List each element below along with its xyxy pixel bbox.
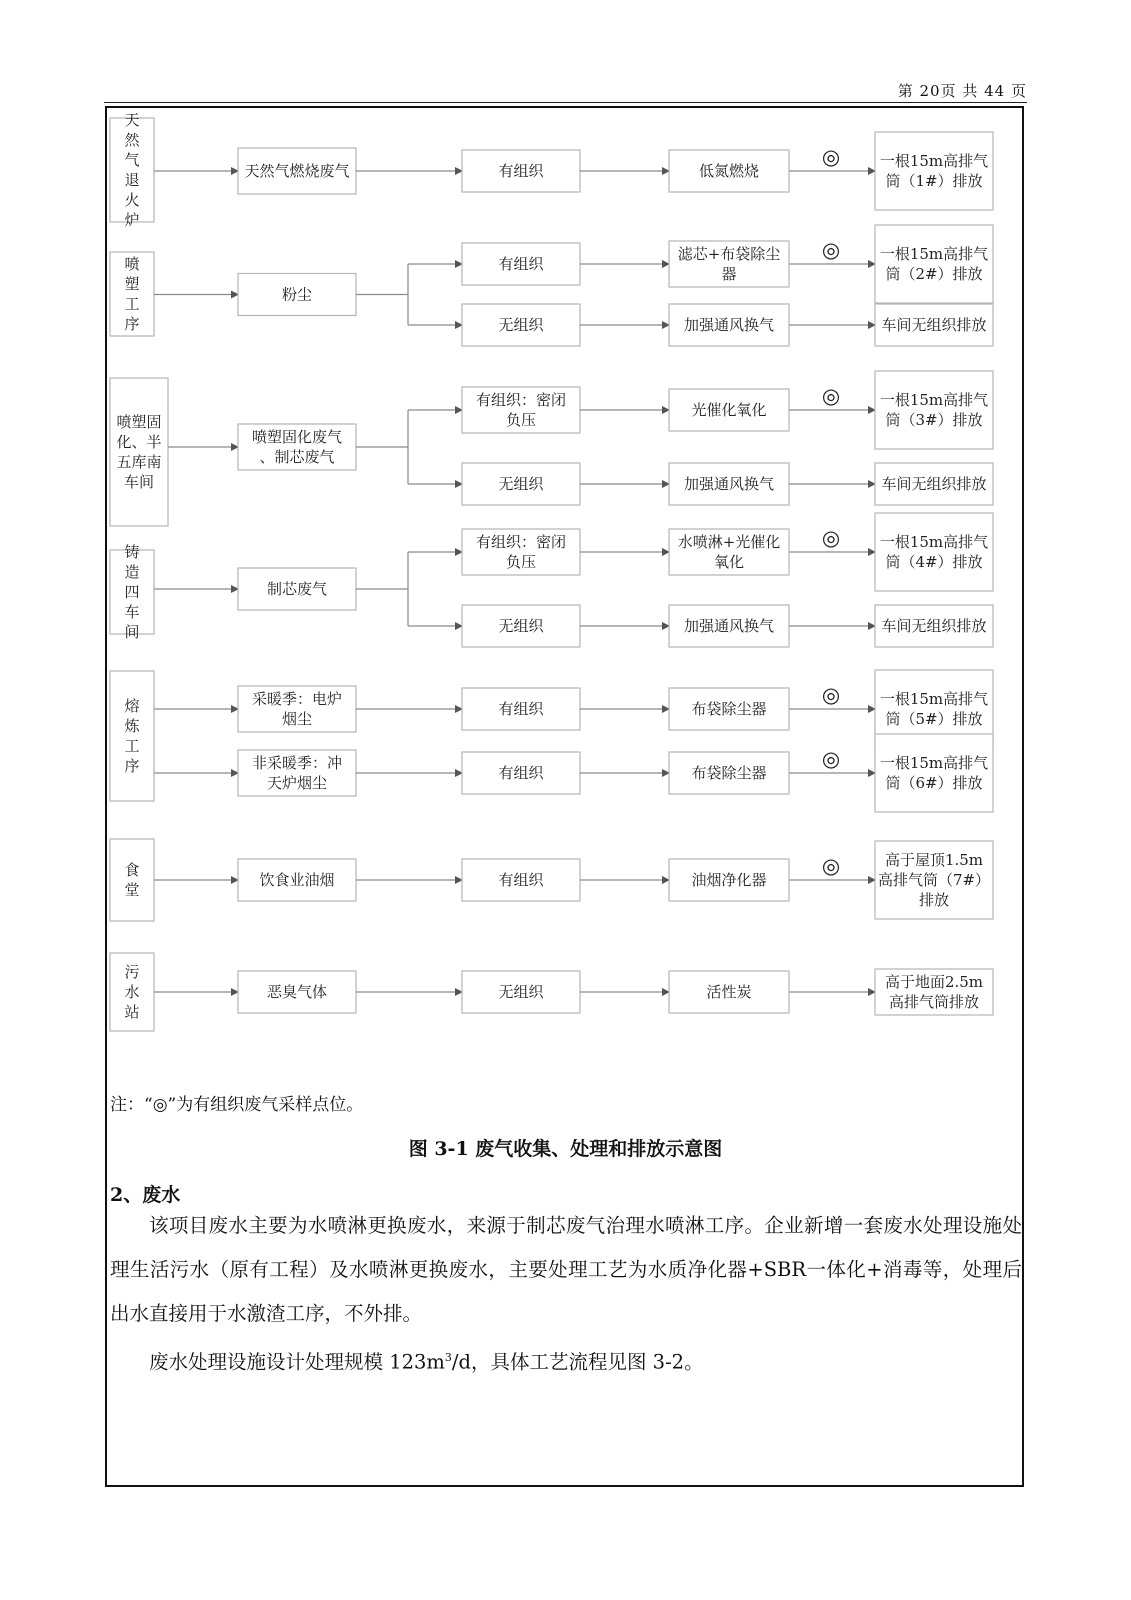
treatment-label: 油烟净化器: [691, 871, 767, 889]
discharge-label: 车间无组织排放: [881, 617, 987, 635]
treatment-label: 布袋除尘器: [691, 700, 767, 718]
discharge-label: 一根15m高排气筒（4#）排放: [879, 533, 989, 571]
section-heading: 2、废水: [110, 1184, 181, 1206]
sampling-point-icon: ◎: [821, 384, 841, 408]
source-label: 熔炼工序: [124, 697, 140, 775]
pollutant-label: 喷塑固化废气、制芯废气: [251, 428, 343, 466]
pollutant-label: 非采暖季：冲天炉烟尘: [251, 754, 343, 792]
sampling-point-icon: ◎: [821, 683, 841, 707]
discharge-box: [875, 513, 993, 591]
source-label: 天然气退火炉: [124, 111, 140, 229]
source-box: [110, 839, 154, 921]
discharge-label: 一根15m高排气筒（1#）排放: [879, 152, 989, 190]
mode-label: 无组织: [498, 475, 544, 493]
diagram-note: 注：“◎”为有组织废气采样点位。: [110, 1095, 364, 1115]
mode-label: 有组织: [498, 871, 544, 889]
discharge-label: 高于地面2.5m 高排气筒排放: [884, 973, 984, 1011]
source-label: 污水站: [124, 963, 140, 1021]
treatment-label: 加强通风换气: [683, 617, 775, 635]
mode-label: 有组织: [498, 764, 544, 782]
discharge-label: 一根15m高排气筒（6#）排放: [879, 754, 989, 792]
source-box: [110, 671, 154, 801]
discharge-label: 一根15m高排气筒（2#）排放: [879, 245, 989, 283]
sampling-point-icon: ◎: [821, 747, 841, 771]
sampling-point-icon: ◎: [821, 145, 841, 169]
discharge-box: [875, 734, 993, 812]
mode-label: 无组织: [498, 983, 544, 1001]
treatment-label: 活性炭: [706, 983, 752, 1001]
mode-label: 有组织：密闭负压: [475, 533, 567, 571]
treatment-label: 光催化氧化: [691, 401, 767, 419]
mode-label: 无组织: [498, 316, 544, 334]
capacity-superscript: 3: [444, 1351, 452, 1364]
pollutant-label: 制芯废气: [266, 580, 328, 598]
treatment-label: 加强通风换气: [683, 475, 775, 493]
treatment-label: 滤芯+布袋除尘器: [677, 245, 781, 283]
discharge-box: [875, 225, 993, 303]
sampling-point-icon: ◎: [821, 526, 841, 550]
pollutant-label: 采暖季：电炉烟尘: [251, 690, 343, 728]
source-label: 铸造四车间: [124, 543, 140, 641]
treatment-label: 水喷淋+光催化氧化: [677, 533, 781, 571]
mode-label: 有组织：密闭负压: [475, 391, 567, 429]
page-number: 第 20页 共 44 页: [897, 82, 1027, 100]
wastewater-paragraph: 该项目废水主要为水喷淋更换废水，来源于制芯废气治理水喷淋工序。企业新增一套废水处理设施处理生活污水（原有工程）及水喷淋更换废水，主要处理工艺为水质净化器+SBR一体化+消毒等，处理后出水直接用于水激渣工序，不外排。: [110, 1214, 1022, 1325]
capacity-text-end: /d，具体工艺流程见图 3-2。: [451, 1350, 704, 1374]
source-label: 喷塑工序: [124, 255, 140, 333]
treatment-label: 低氮燃烧: [698, 162, 760, 180]
sampling-point-icon: ◎: [821, 238, 841, 262]
mode-label: 有组织: [498, 700, 544, 718]
mode-label: 有组织: [498, 162, 544, 180]
mode-label: 有组织: [498, 255, 544, 273]
discharge-label: 一根15m高排气筒（5#）排放: [879, 690, 989, 728]
pollutant-label: 饮食业油烟: [259, 871, 335, 889]
capacity-paragraph: [110, 1336, 1022, 1385]
figure-caption: 图 3-1 废气收集、处理和排放示意图: [408, 1138, 723, 1160]
discharge-label: 一根15m高排气筒（3#）排放: [879, 391, 989, 429]
sampling-point-icon: ◎: [821, 854, 841, 878]
capacity-text: 废水处理设施设计处理规模 123m: [149, 1350, 445, 1374]
discharge-label: 车间无组织排放: [881, 316, 987, 334]
discharge-box: [875, 371, 993, 449]
discharge-label: 高于屋顶1.5m 高排气筒（7#）排放: [877, 851, 991, 909]
treatment-label: 布袋除尘器: [691, 764, 767, 782]
source-label: 食堂: [124, 861, 140, 899]
pollutant-label: 天然气燃烧废气: [244, 162, 350, 180]
source-label: 喷塑固化、半五库南车间: [116, 413, 162, 491]
source-box: [110, 378, 168, 526]
mode-label: 无组织: [498, 617, 544, 635]
pollutant-label: 粉尘: [281, 285, 313, 304]
treatment-label: 加强通风换气: [683, 316, 775, 334]
pollutant-label: 恶臭气体: [266, 983, 328, 1001]
discharge-box: [875, 132, 993, 210]
discharge-label: 车间无组织排放: [881, 475, 987, 493]
